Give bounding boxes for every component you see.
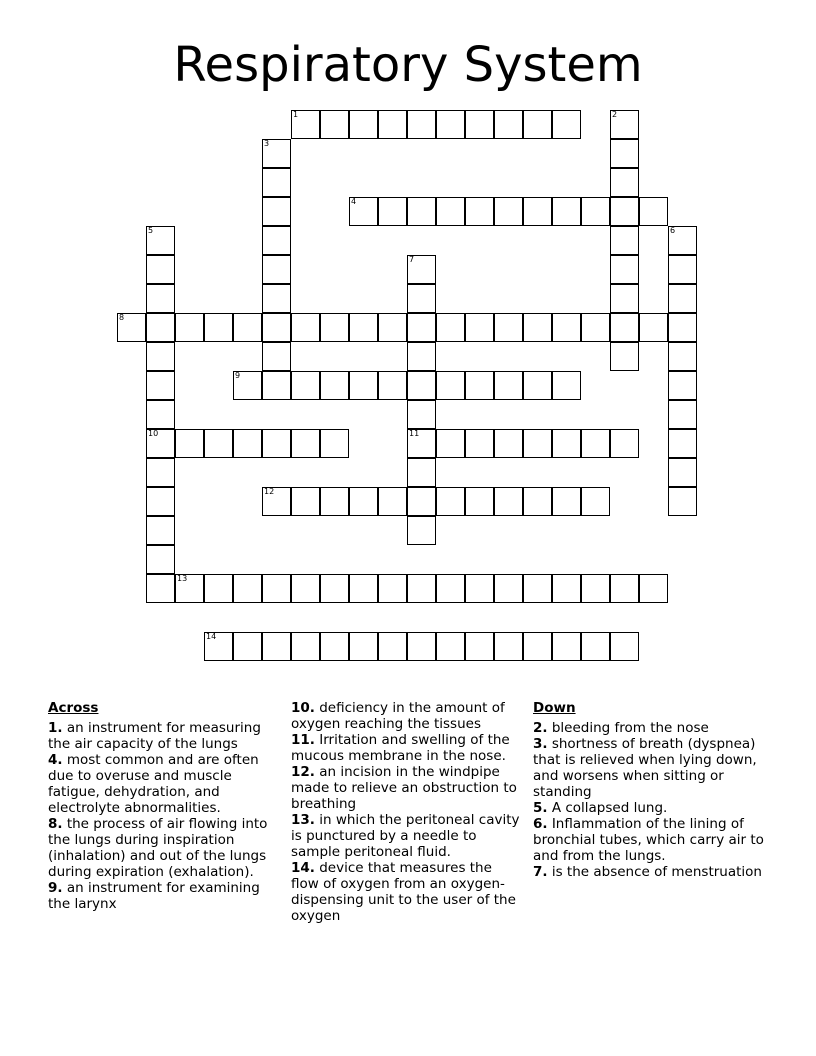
grid-cell[interactable] bbox=[436, 429, 465, 458]
grid-cell[interactable] bbox=[349, 110, 378, 139]
grid-cell[interactable] bbox=[465, 429, 494, 458]
clue-down-2 bbox=[533, 720, 773, 736]
clue-text: Inflammation of the lining of bronchial tubes, which carry air to and from the lungs. bbox=[533, 816, 764, 864]
grid-cell[interactable] bbox=[436, 487, 465, 516]
grid-cell[interactable] bbox=[668, 226, 697, 255]
grid-cell[interactable] bbox=[291, 429, 320, 458]
grid-cell[interactable] bbox=[262, 313, 291, 342]
grid-cell[interactable] bbox=[378, 197, 407, 226]
grid-cell[interactable] bbox=[117, 313, 146, 342]
grid-cell[interactable] bbox=[378, 574, 407, 603]
clue-number: 12. bbox=[291, 764, 315, 780]
grid-cell[interactable] bbox=[494, 429, 523, 458]
cell-number: 12 bbox=[264, 487, 275, 496]
clue-number: 3. bbox=[533, 736, 548, 752]
cell-number: 5 bbox=[148, 226, 154, 235]
grid-cell[interactable] bbox=[146, 429, 175, 458]
grid-cell[interactable] bbox=[407, 458, 436, 487]
grid-cell[interactable] bbox=[639, 313, 668, 342]
down-heading: Down bbox=[533, 700, 576, 716]
grid-cell[interactable] bbox=[262, 139, 291, 168]
grid-cell[interactable] bbox=[523, 487, 552, 516]
clue-text: deficiency in the amount of oxygen reaching the tissues bbox=[291, 700, 505, 732]
grid-cell[interactable] bbox=[291, 574, 320, 603]
grid-cell[interactable] bbox=[407, 110, 436, 139]
cell-number: 11 bbox=[409, 429, 420, 438]
clues-column-3 bbox=[533, 700, 773, 880]
grid-cell[interactable] bbox=[146, 255, 175, 284]
grid-cell[interactable] bbox=[262, 487, 291, 516]
grid-cell[interactable] bbox=[291, 313, 320, 342]
clue-number: 7. bbox=[533, 864, 548, 880]
grid-cell[interactable] bbox=[262, 371, 291, 400]
grid-cell[interactable] bbox=[320, 574, 349, 603]
grid-cell[interactable] bbox=[581, 487, 610, 516]
clue-number: 6. bbox=[533, 816, 548, 832]
grid-cell[interactable] bbox=[378, 313, 407, 342]
grid-cell[interactable] bbox=[668, 342, 697, 371]
grid-cell[interactable] bbox=[204, 574, 233, 603]
grid-cell[interactable] bbox=[552, 487, 581, 516]
grid-cell[interactable] bbox=[523, 574, 552, 603]
grid-cell[interactable] bbox=[610, 226, 639, 255]
clue-number: 14. bbox=[291, 860, 315, 876]
grid-cell[interactable] bbox=[610, 429, 639, 458]
grid-cell[interactable] bbox=[581, 197, 610, 226]
grid-cell[interactable] bbox=[610, 255, 639, 284]
grid-cell[interactable] bbox=[349, 197, 378, 226]
grid-cell[interactable] bbox=[378, 487, 407, 516]
clue-across-10 bbox=[291, 700, 523, 732]
clue-across-13 bbox=[291, 812, 523, 860]
clue-across-12 bbox=[291, 764, 523, 812]
clue-text: Irritation and swelling of the mucous membrane in the nose. bbox=[291, 732, 510, 764]
clue-number: 1. bbox=[48, 720, 63, 736]
clue-number: 8. bbox=[48, 816, 63, 832]
clue-down-5 bbox=[533, 800, 773, 816]
grid-cell[interactable] bbox=[668, 255, 697, 284]
grid-cell[interactable] bbox=[146, 487, 175, 516]
grid-cell[interactable] bbox=[668, 458, 697, 487]
clue-number: 9. bbox=[48, 880, 63, 896]
cell-number: 7 bbox=[409, 255, 415, 264]
grid-cell[interactable] bbox=[175, 313, 204, 342]
grid-cell[interactable] bbox=[320, 110, 349, 139]
grid-cell[interactable] bbox=[494, 487, 523, 516]
grid-cell[interactable] bbox=[407, 284, 436, 313]
clue-text: an instrument for measuring the air capacity of the lungs bbox=[48, 720, 261, 752]
grid-cell[interactable] bbox=[610, 342, 639, 371]
clue-text: A collapsed lung. bbox=[551, 800, 668, 816]
grid-cell[interactable] bbox=[494, 110, 523, 139]
grid-cell[interactable] bbox=[668, 313, 697, 342]
grid-cell[interactable] bbox=[349, 313, 378, 342]
grid-cell[interactable] bbox=[610, 284, 639, 313]
grid-cell[interactable] bbox=[320, 313, 349, 342]
grid-cell[interactable] bbox=[610, 313, 639, 342]
grid-cell[interactable] bbox=[378, 371, 407, 400]
grid-cell[interactable] bbox=[262, 429, 291, 458]
grid-cell[interactable] bbox=[407, 632, 436, 661]
grid-cell[interactable] bbox=[407, 400, 436, 429]
clue-across-11 bbox=[291, 732, 523, 764]
grid-cell[interactable] bbox=[639, 197, 668, 226]
cell-number: 8 bbox=[119, 313, 125, 322]
grid-cell[interactable] bbox=[407, 197, 436, 226]
grid-cell[interactable] bbox=[262, 574, 291, 603]
grid-cell[interactable] bbox=[494, 574, 523, 603]
grid-cell[interactable] bbox=[291, 632, 320, 661]
grid-cell[interactable] bbox=[146, 574, 175, 603]
grid-cell[interactable] bbox=[262, 168, 291, 197]
grid-cell[interactable] bbox=[523, 429, 552, 458]
grid-cell[interactable] bbox=[407, 371, 436, 400]
grid-cell[interactable] bbox=[465, 110, 494, 139]
grid-cell[interactable] bbox=[610, 632, 639, 661]
grid-cell[interactable] bbox=[378, 110, 407, 139]
grid-cell[interactable] bbox=[320, 487, 349, 516]
grid-cell[interactable] bbox=[146, 284, 175, 313]
clue-across-14 bbox=[291, 860, 523, 924]
grid-cell[interactable] bbox=[349, 632, 378, 661]
grid-cell[interactable] bbox=[262, 284, 291, 313]
grid-cell[interactable] bbox=[349, 371, 378, 400]
grid-cell[interactable] bbox=[668, 429, 697, 458]
grid-cell[interactable] bbox=[610, 574, 639, 603]
clue-number: 4. bbox=[48, 752, 63, 768]
cell-number: 2 bbox=[612, 110, 618, 119]
grid-cell[interactable] bbox=[320, 632, 349, 661]
grid-cell[interactable] bbox=[262, 632, 291, 661]
grid-cell[interactable] bbox=[291, 110, 320, 139]
clue-across-8 bbox=[48, 816, 284, 880]
cell-number: 1 bbox=[293, 110, 299, 119]
grid-cell[interactable] bbox=[378, 632, 407, 661]
grid-cell[interactable] bbox=[146, 545, 175, 574]
grid-cell[interactable] bbox=[610, 168, 639, 197]
grid-cell[interactable] bbox=[204, 429, 233, 458]
grid-cell[interactable] bbox=[146, 400, 175, 429]
grid-cell[interactable] bbox=[668, 371, 697, 400]
cell-number: 6 bbox=[670, 226, 676, 235]
clue-number: 5. bbox=[533, 800, 548, 816]
grid-cell[interactable] bbox=[465, 632, 494, 661]
clue-text: shortness of breath (dyspnea) that is relieved when lying down, and worsens when sitting or standing bbox=[533, 736, 757, 800]
grid-cell[interactable] bbox=[146, 313, 175, 342]
grid-cell[interactable] bbox=[320, 371, 349, 400]
cell-number: 13 bbox=[177, 574, 188, 583]
grid-cell[interactable] bbox=[436, 197, 465, 226]
grid-cell[interactable] bbox=[146, 371, 175, 400]
clues-column-2 bbox=[291, 700, 523, 924]
grid-cell[interactable] bbox=[146, 342, 175, 371]
grid-cell[interactable] bbox=[233, 313, 262, 342]
grid-cell[interactable] bbox=[407, 487, 436, 516]
clue-text: bleeding from the nose bbox=[551, 720, 709, 736]
grid-cell[interactable] bbox=[407, 313, 436, 342]
grid-cell[interactable] bbox=[639, 574, 668, 603]
grid-cell[interactable] bbox=[465, 574, 494, 603]
grid-cell[interactable] bbox=[407, 255, 436, 284]
grid-cell[interactable] bbox=[552, 313, 581, 342]
grid-cell[interactable] bbox=[610, 139, 639, 168]
clue-text: an incision in the windpipe made to relieve an obstruction to breathing bbox=[291, 764, 517, 812]
grid-cell[interactable] bbox=[494, 371, 523, 400]
clue-down-6 bbox=[533, 816, 773, 864]
cell-number: 4 bbox=[351, 197, 357, 206]
clue-number: 2. bbox=[533, 720, 548, 736]
grid-cell[interactable] bbox=[581, 313, 610, 342]
grid-cell[interactable] bbox=[494, 313, 523, 342]
grid-cell[interactable] bbox=[407, 342, 436, 371]
clue-down-7 bbox=[533, 864, 773, 880]
grid-cell[interactable] bbox=[146, 226, 175, 255]
clue-number: 10. bbox=[291, 700, 315, 716]
grid-cell[interactable] bbox=[494, 197, 523, 226]
clue-text: the process of air flowing into the lungs during inspiration (inhalation) and out of the lungs during expiration (exhalation). bbox=[48, 816, 268, 880]
grid-cell[interactable] bbox=[494, 632, 523, 661]
clue-across-4 bbox=[48, 752, 284, 816]
grid-cell[interactable] bbox=[668, 400, 697, 429]
grid-cell[interactable] bbox=[523, 313, 552, 342]
grid-cell[interactable] bbox=[523, 371, 552, 400]
grid-cell[interactable] bbox=[465, 313, 494, 342]
grid-cell[interactable] bbox=[465, 197, 494, 226]
grid-cell[interactable] bbox=[407, 574, 436, 603]
grid-cell[interactable] bbox=[233, 371, 262, 400]
clue-number: 11. bbox=[291, 732, 315, 748]
clue-text: most common and are often due to overuse and muscle fatigue, dehydration, and electrolyte abnormalities. bbox=[48, 752, 259, 816]
grid-cell[interactable] bbox=[610, 197, 639, 226]
clue-across-9 bbox=[48, 880, 284, 912]
grid-cell[interactable] bbox=[436, 110, 465, 139]
grid-cell[interactable] bbox=[233, 429, 262, 458]
grid-cell[interactable] bbox=[552, 371, 581, 400]
clue-text: device that measures the flow of oxygen from an oxygen-dispensing unit to the user of the oxygen bbox=[291, 860, 516, 924]
grid-cell[interactable] bbox=[204, 632, 233, 661]
grid-cell[interactable] bbox=[291, 371, 320, 400]
grid-cell[interactable] bbox=[407, 516, 436, 545]
grid-cell[interactable] bbox=[320, 429, 349, 458]
grid-cell[interactable] bbox=[581, 632, 610, 661]
grid-cell[interactable] bbox=[146, 458, 175, 487]
across-heading: Across bbox=[48, 700, 99, 716]
grid-cell[interactable] bbox=[262, 226, 291, 255]
grid-cell[interactable] bbox=[523, 197, 552, 226]
clue-number: 13. bbox=[291, 812, 315, 828]
grid-cell[interactable] bbox=[552, 429, 581, 458]
page-title: Respiratory System bbox=[173, 37, 643, 93]
cell-number: 3 bbox=[264, 139, 270, 148]
clues-column-1 bbox=[48, 700, 284, 912]
grid-cell[interactable] bbox=[581, 429, 610, 458]
grid-cell[interactable] bbox=[175, 574, 204, 603]
cell-number: 10 bbox=[148, 429, 159, 438]
grid-cell[interactable] bbox=[668, 284, 697, 313]
grid-cell[interactable] bbox=[465, 371, 494, 400]
grid-cell[interactable] bbox=[465, 487, 494, 516]
grid-cell[interactable] bbox=[436, 313, 465, 342]
grid-cell[interactable] bbox=[436, 574, 465, 603]
cell-number: 14 bbox=[206, 632, 217, 641]
grid-cell[interactable] bbox=[349, 574, 378, 603]
grid-cell[interactable] bbox=[552, 110, 581, 139]
grid-cell[interactable] bbox=[436, 371, 465, 400]
grid-cell[interactable] bbox=[204, 313, 233, 342]
grid-cell[interactable] bbox=[262, 255, 291, 284]
grid-cell[interactable] bbox=[349, 487, 378, 516]
grid-cell[interactable] bbox=[552, 574, 581, 603]
grid-cell[interactable] bbox=[552, 197, 581, 226]
clue-text: in which the peritoneal cavity is punctured by a needle to sample peritoneal fluid. bbox=[291, 812, 520, 860]
clue-text: is the absence of menstruation bbox=[551, 864, 762, 880]
grid-cell[interactable] bbox=[668, 487, 697, 516]
grid-cell[interactable] bbox=[523, 632, 552, 661]
cell-number: 9 bbox=[235, 371, 241, 380]
grid-cell[interactable] bbox=[233, 574, 262, 603]
clue-text: an instrument for examining the larynx bbox=[48, 880, 260, 912]
grid-cell[interactable] bbox=[233, 632, 262, 661]
grid-cell[interactable] bbox=[262, 197, 291, 226]
grid-cell[interactable] bbox=[291, 487, 320, 516]
grid-cell[interactable] bbox=[610, 110, 639, 139]
grid-cell[interactable] bbox=[552, 632, 581, 661]
grid-cell[interactable] bbox=[436, 632, 465, 661]
clue-across-1 bbox=[48, 720, 284, 752]
grid-cell[interactable] bbox=[523, 110, 552, 139]
grid-cell[interactable] bbox=[581, 574, 610, 603]
grid-cell[interactable] bbox=[262, 342, 291, 371]
grid-cell[interactable] bbox=[146, 516, 175, 545]
clue-down-3 bbox=[533, 736, 773, 800]
grid-cell[interactable] bbox=[407, 429, 436, 458]
grid-cell[interactable] bbox=[175, 429, 204, 458]
